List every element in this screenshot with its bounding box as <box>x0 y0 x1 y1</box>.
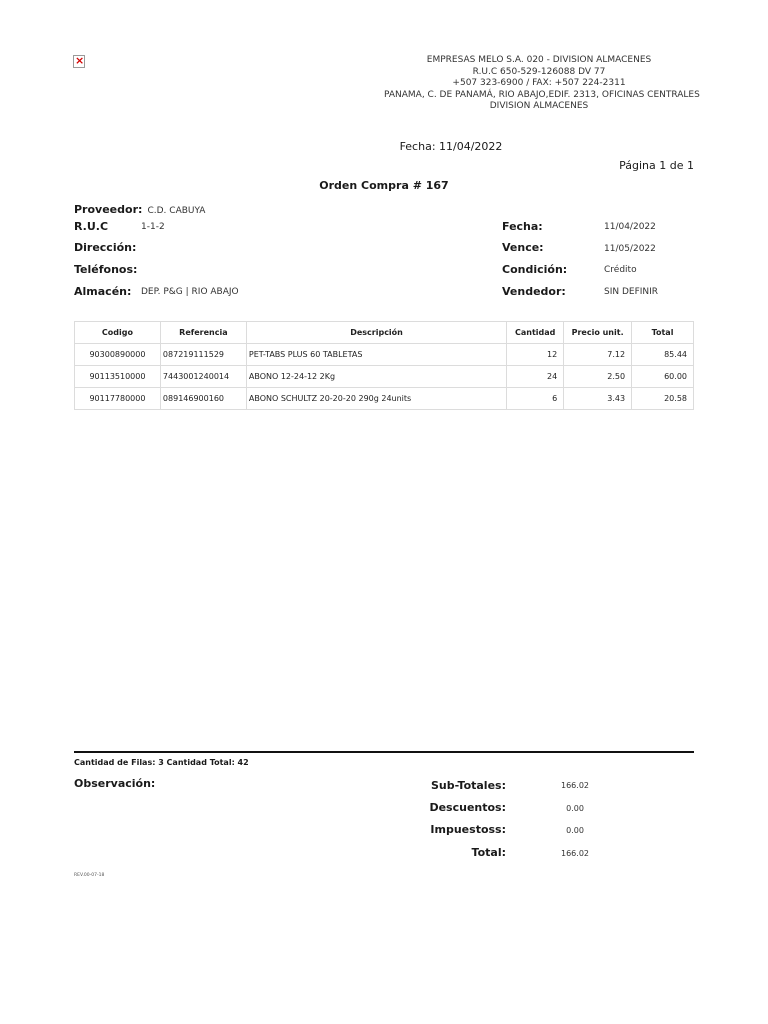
telefonos-label: Teléfonos: <box>74 263 138 276</box>
cell-descripcion: ABONO 12-24-12 2Kg <box>246 366 506 388</box>
subtotales-value: 166.02 <box>561 781 589 790</box>
table-row <box>75 388 694 410</box>
company-logo-broken-image <box>73 55 85 68</box>
cell-codigo: 90113510000 <box>75 366 161 388</box>
condicion-value: Crédito <box>604 265 637 275</box>
cell-descripcion: PET-TABS PLUS 60 TABLETAS <box>246 344 506 366</box>
col-header-descripcion: Descripción <box>246 322 506 344</box>
cell-codigo: 90117780000 <box>75 388 161 410</box>
ruc-label: R.U.C <box>74 220 109 233</box>
page-title: Orden Compra # 167 <box>319 179 449 192</box>
proveedor-label: Proveedor: <box>74 203 143 216</box>
cell-cantidad: 6 <box>507 388 564 410</box>
company-division: DIVISION ALMACENES <box>489 101 589 112</box>
fecha-value: 11/04/2022 <box>604 222 656 232</box>
row-count-summary: Cantidad de Filas: 3 Cantidad Total: 42 <box>74 758 249 767</box>
almacen-value: DEP. P&G | RIO ABAJO <box>141 287 239 297</box>
descuentos-value: 0.00 <box>566 804 584 813</box>
direccion-label: Dirección: <box>74 241 137 254</box>
impuestos-label: Impuestoss: <box>430 823 506 836</box>
vence-value: 11/05/2022 <box>604 244 656 254</box>
table-row <box>75 366 694 388</box>
total-label: Total: <box>471 846 506 859</box>
broken-image-icon: × <box>75 54 85 67</box>
proveedor-field <box>74 198 205 217</box>
col-header-cantidad: Cantidad <box>507 322 564 344</box>
items-table <box>74 321 694 410</box>
total-value: 166.02 <box>561 849 589 858</box>
page-number: Página 1 de 1 <box>619 159 694 172</box>
observacion-label: Observación: <box>74 777 156 790</box>
cell-precio: 3.43 <box>564 388 632 410</box>
company-phone: +507 323-6900 / FAX: +507 224-2311 <box>452 78 626 89</box>
company-info <box>384 55 700 113</box>
col-header-referencia: Referencia <box>160 322 246 344</box>
company-name: EMPRESAS MELO S.A. 020 - DIVISION ALMACENES <box>426 55 652 65</box>
document-date: Fecha: 11/04/2022 <box>399 140 503 153</box>
company-ruc: R.U.C 650-529-126088 DV 77 <box>472 66 606 77</box>
fecha-label: Fecha: <box>502 220 543 233</box>
cell-cantidad: 24 <box>507 366 564 388</box>
cell-total: 20.58 <box>632 388 694 410</box>
vence-label: Vence: <box>502 241 544 254</box>
col-header-total: Total <box>632 322 694 344</box>
vendedor-label: Vendedor: <box>502 285 566 298</box>
descuentos-label: Descuentos: <box>429 801 506 814</box>
vendedor-value: SIN DEFINIR <box>604 287 659 297</box>
table-row <box>75 344 694 366</box>
revision-code: REV.00-07-18 <box>74 873 105 878</box>
footer-divider <box>74 751 694 753</box>
impuestos-value: 0.00 <box>566 826 584 835</box>
cell-precio: 2.50 <box>564 366 632 388</box>
cell-referencia: 087219111529 <box>160 344 246 366</box>
proveedor-value: C.D. CABUYA <box>147 206 206 216</box>
cell-cantidad: 12 <box>507 344 564 366</box>
cell-descripcion: ABONO SCHULTZ 20-20-20 290g 24units <box>246 388 506 410</box>
company-address: PANAMA, C. DE PANAMÁ, RIO ABAJO,EDIF. 2313, OFICINAS CENTRALES <box>384 89 700 100</box>
almacen-label: Almacén: <box>74 285 132 298</box>
cell-total: 85.44 <box>632 344 694 366</box>
cell-referencia: 089146900160 <box>160 388 246 410</box>
cell-precio: 7.12 <box>564 344 632 366</box>
col-header-codigo: Codigo <box>75 322 161 344</box>
table-header-row <box>75 322 694 344</box>
cell-referencia: 7443001240014 <box>160 366 246 388</box>
col-header-precio: Precio unit. <box>564 322 632 344</box>
subtotales-label: Sub-Totales: <box>430 779 506 792</box>
cell-codigo: 90300890000 <box>75 344 161 366</box>
cell-total: 60.00 <box>632 366 694 388</box>
condicion-label: Condición: <box>502 263 568 276</box>
ruc-value: 1-1-2 <box>141 222 165 232</box>
